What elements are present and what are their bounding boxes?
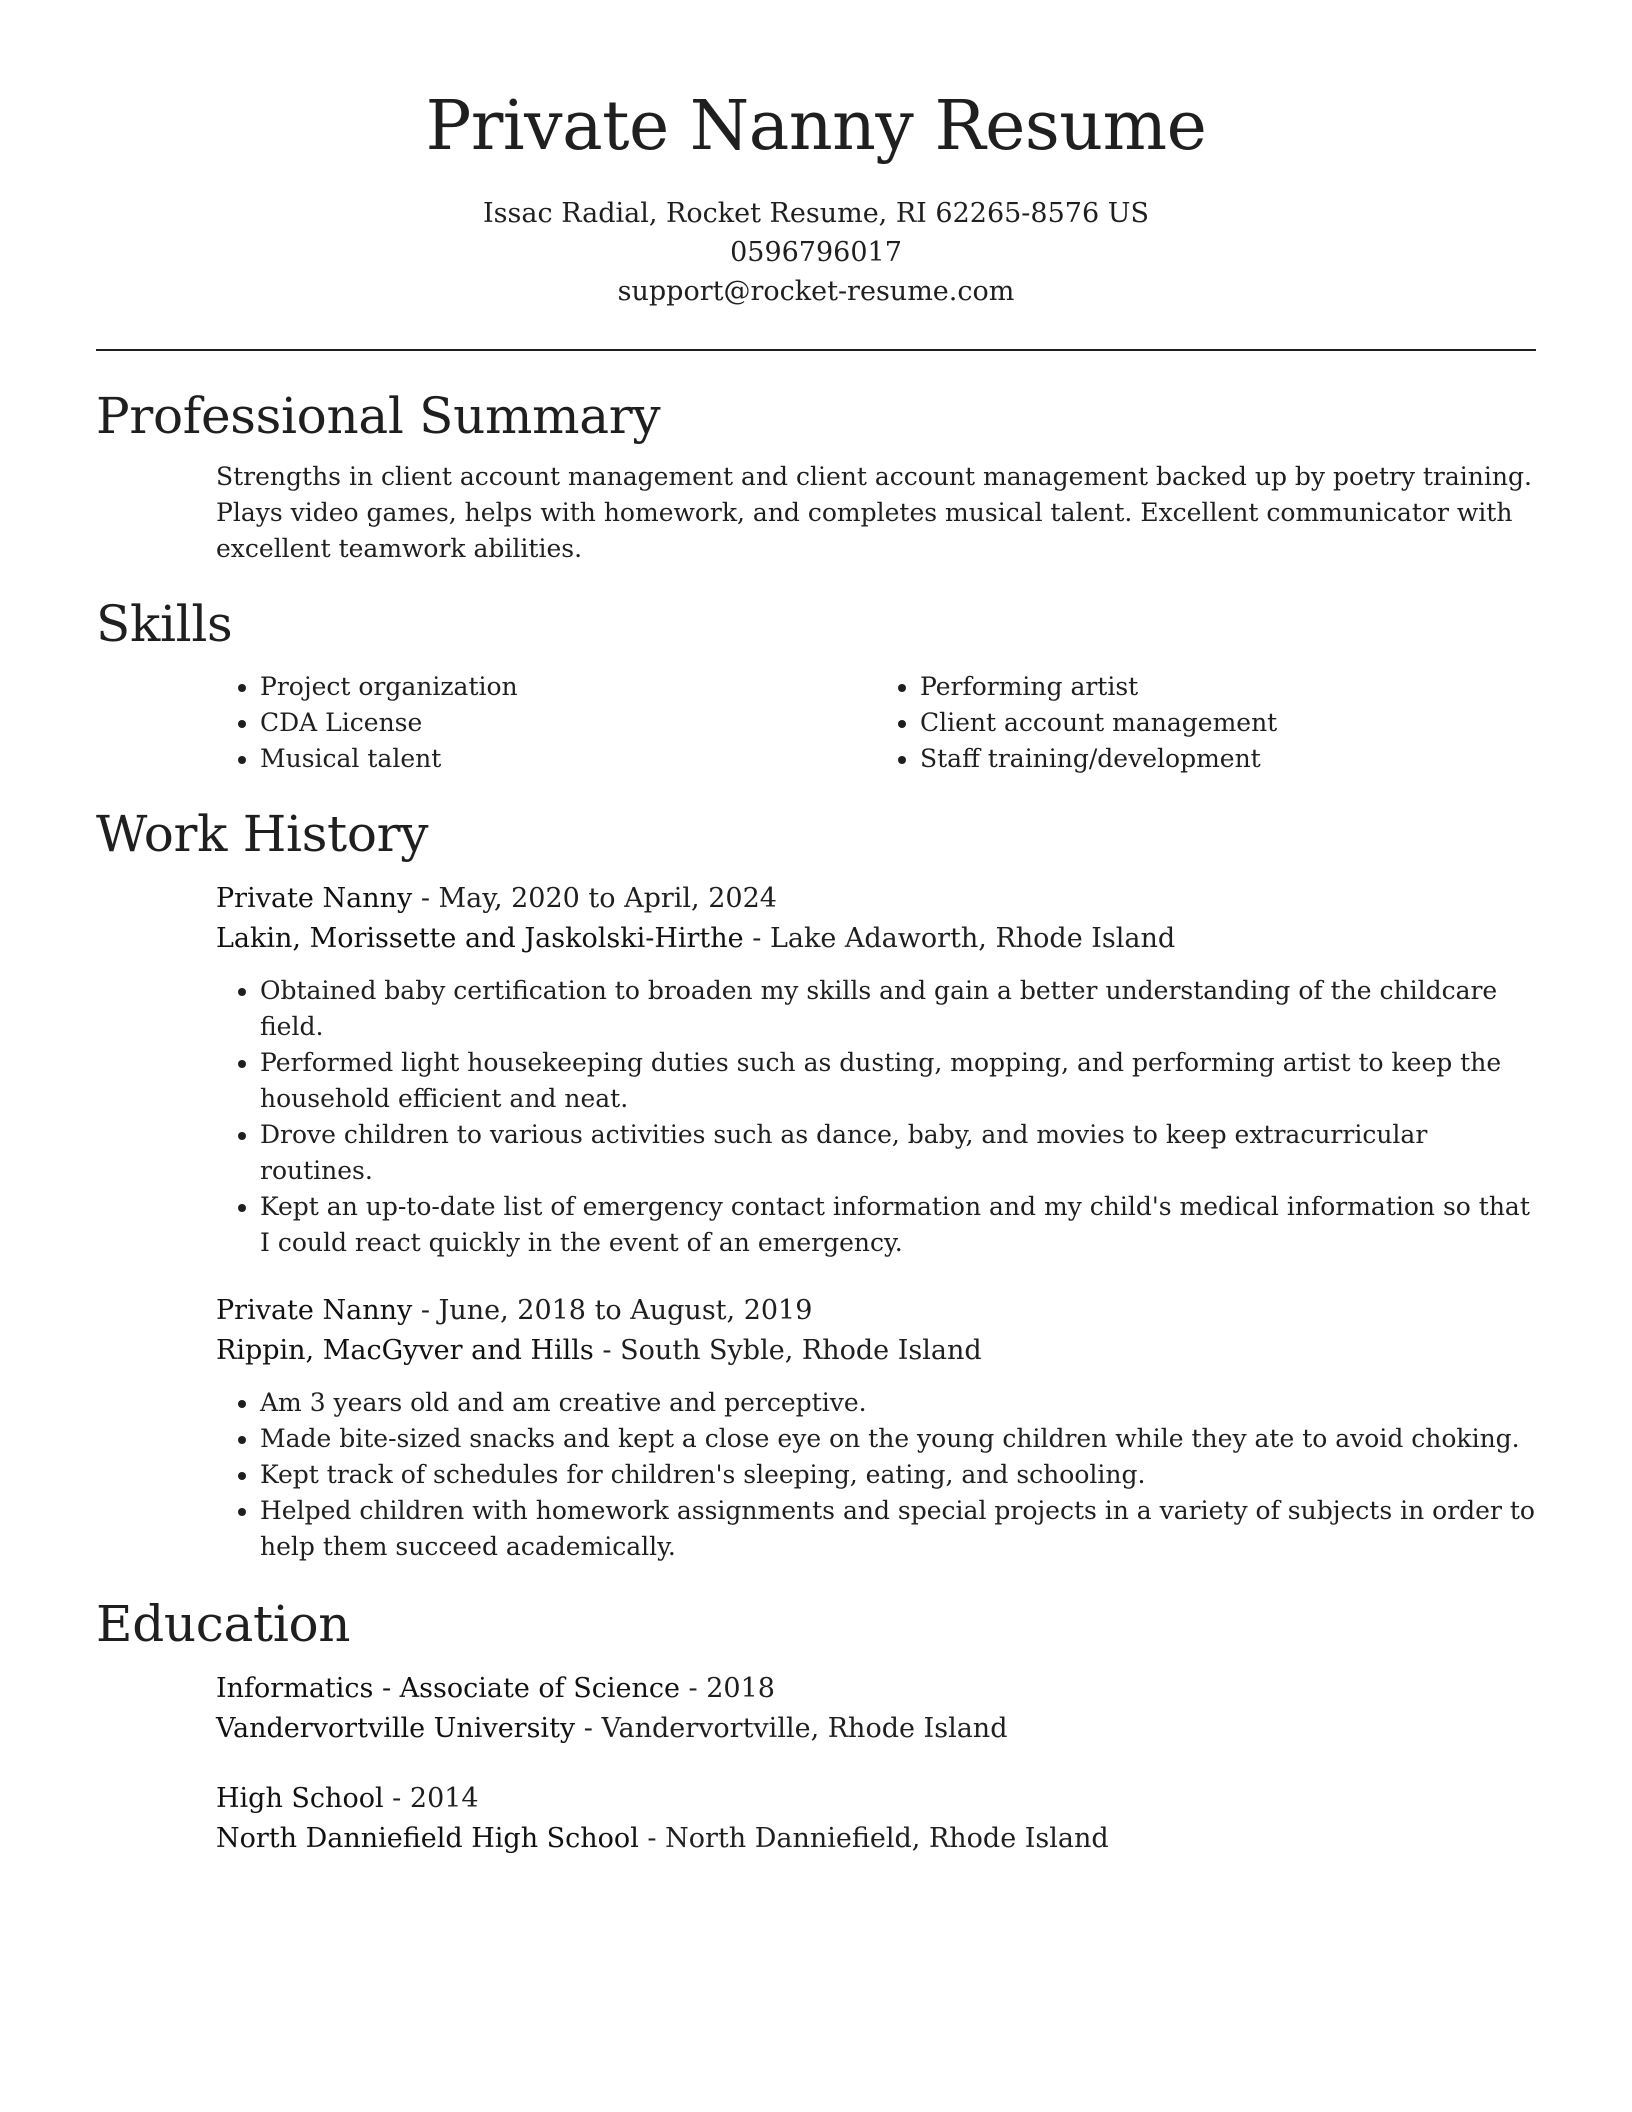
job-company: Lakin, Morissette and Jaskolski-Hirthe [216,923,744,954]
contact-block [96,194,1536,311]
job-company-line [216,1331,1536,1371]
separator: - [638,1823,666,1854]
job-role: Private Nanny [216,883,413,914]
separator: - [412,883,439,914]
job-bullets [216,973,1536,1261]
header-divider [96,349,1536,351]
separator: - [743,923,770,954]
job-title-line [216,1291,1536,1331]
job-bullet: • Made bite-sized snacks and kept a close eye on the young children while they ate to avoid choking. [260,1421,1536,1457]
skill-item: • Performing artist [920,669,1536,705]
separator: - [575,1713,602,1744]
job-entry [216,879,1536,1261]
education-school: North Danniefield High School [216,1823,639,1854]
summary-text: Strengths in client account management and client account management backed up by poetry training. Plays video games, helps with homework, and completes musical talent. Excellent communicator with excellent teamwork abilities. [216,462,1532,563]
job-dates: May, 2020 to April, 2024 [438,883,777,914]
skills-section [96,593,1536,777]
work-history-heading: Work History [96,805,429,863]
separator: - [593,1335,621,1366]
education-body [96,1669,1536,1859]
job-dates: June, 2018 to August, 2019 [438,1295,813,1326]
resume-title: Private Nanny Resume [425,87,1207,166]
education-school-line [216,1819,1536,1859]
education-year: 2014 [409,1783,479,1814]
skills-list-right [876,669,1536,777]
education-school: Vandervortville University [216,1713,576,1744]
work-history-body [96,879,1536,1565]
job-location: Lake Adaworth, Rhode Island [769,923,1176,954]
skill-item: • Client account management [920,705,1536,741]
education-section [96,1593,1536,1859]
job-bullet: • Kept track of schedules for children's sleeping, eating, and schooling. [260,1457,1536,1493]
education-year: 2018 [706,1673,775,1704]
education-entry [216,1779,1536,1859]
education-location: Vandervortville, Rhode Island [601,1713,1008,1744]
skill-item: • CDA License [260,705,876,741]
job-role: Private Nanny [216,1295,413,1326]
education-program-line [216,1779,1536,1819]
education-heading: Education [96,1595,351,1653]
contact-address: Issac Radial, Rocket Resume, RI 62265-8576 US [483,198,1149,229]
job-entry [216,1291,1536,1565]
resume-header [96,0,1536,311]
summary-heading: Professional Summary [96,387,661,445]
education-program: High School [216,1783,384,1814]
job-bullet: • Performed light housekeeping duties such as dusting, mopping, and performing artist to keep the household efficient and neat. [260,1045,1536,1117]
skill-item: • Project organization [260,669,876,705]
education-entry [216,1669,1536,1749]
job-company: Rippin, MacGyver and Hills [216,1335,594,1366]
contact-phone: 0596796017 [730,237,902,268]
work-history-section [96,803,1536,1565]
job-bullet: • Am 3 years old and am creative and perceptive. [260,1385,1536,1421]
separator: - [412,1295,439,1326]
skill-item: • Musical talent [260,741,876,777]
skills-heading: Skills [96,595,233,653]
job-bullet: • Obtained baby certification to broaden my skills and gain a better understanding of the childcare field. [260,973,1536,1045]
job-company-line [216,919,1536,959]
summary-body [96,459,1536,567]
education-school-line [216,1709,1536,1749]
job-bullet: • Helped children with homework assignments and special projects in a variety of subjects in order to help them succeed academically. [260,1493,1536,1565]
separator: - [383,1783,410,1814]
skills-list-left [216,669,876,777]
skills-grid [216,669,1536,777]
skills-body [96,669,1536,777]
job-bullet: • Drove children to various activities such as dance, baby, and movies to keep extracurricular routines. [260,1117,1536,1189]
summary-section [96,385,1536,567]
job-bullets [216,1385,1536,1565]
job-bullet: • Kept an up-to-date list of emergency contact information and my child's medical information so that I could react quickly in the event of an emergency. [260,1189,1536,1261]
education-program-line [216,1669,1536,1709]
education-program: Informatics - Associate of Science [216,1673,680,1704]
job-location: South Syble, Rhode Island [620,1335,982,1366]
education-location: North Danniefield, Rhode Island [665,1823,1109,1854]
contact-email: support@rocket-resume.com [617,276,1015,307]
skill-item: • Staff training/development [920,741,1536,777]
separator: - [679,1673,707,1704]
job-title-line [216,879,1536,919]
